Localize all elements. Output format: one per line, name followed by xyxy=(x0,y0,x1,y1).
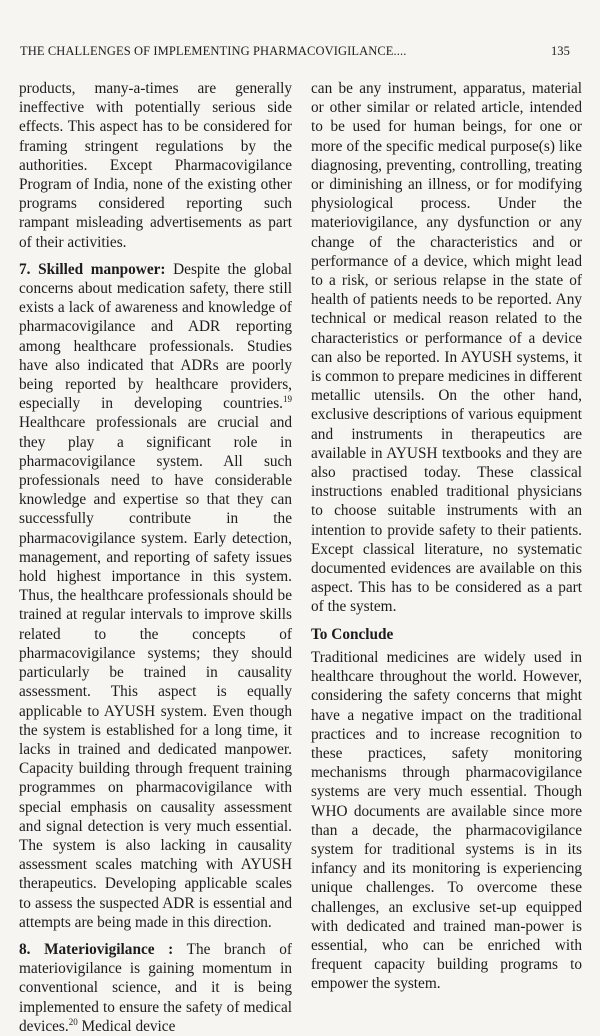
paragraph-medical-device xyxy=(311,79,582,617)
running-title: THE CHALLENGES OF IMPLEMENTING PHARMACOVIGILANCE.... xyxy=(20,44,407,58)
right-column xyxy=(311,79,582,994)
paragraph-skilled-manpower xyxy=(19,260,292,932)
running-header xyxy=(20,44,570,66)
paragraph-text: Medical device xyxy=(77,1017,176,1035)
section-heading-conclusion: To Conclude xyxy=(311,625,394,643)
paragraph-text: Healthcare professionals are crucial and they play a significant role in pharmacovigilance system. All such professionals need to have considerable knowledge and expertise so that they can successfully contribute in the pharmacovigilance system. Early detection, management, and reporting of safety issues hold highest importance in this system. Thus, the healthcare professionals should be trained at regular intervals to improve skills related to the concepts of pharmacovigilance systems; they should particularly be trained in causality assessment. This aspect is equally applicable to AYUSH system. Even though the system is established for a long time, it lacks in trained and dedicated manpower. Capacity building through frequent training programmes on pharmacovigilance with special emphasis on causality assessment and signal detection is very much essential. The system is also lacking in causality assessment scales matching with AYUSH therapeutics. Developing applicable scales to assess the suspected ADR is essential and attempts are being made in this direction. xyxy=(19,414,292,931)
paragraph-conclusion xyxy=(311,648,582,994)
paragraph-text: products, many-a-times are generally ineffective with potentially serious side effects. This aspect has to be considered for framing stringent regulations by the authorities. Except Pharmacovigilance Program of India, none of the existing other programs considered reporting such rampant misleading advertisements as part of their activities. xyxy=(19,80,292,251)
subheading-materiovigilance: 8. Materiovigilance : xyxy=(19,940,174,958)
subheading-skilled-manpower: 7. Skilled manpower: xyxy=(19,260,166,278)
page-number: 135 xyxy=(550,44,570,58)
paragraph-text: Traditional medicines are widely used in healthcare throughout the world. However, considering the safety concerns that might have a negative impact on the traditional practices and to increase recognition to these practices, safety monitoring mechanisms through pharmacovigilance systems are very much essential. Though WHO documents are available since more than a decade, the pharmacovigilance system for traditional systems is in its infancy and its monitoring is experiencing unique challenges. To overcome these challenges, an exclusive set-up equipped with dedicated and trained man-power is essential, who can be enriched with frequent capacity building programs to empower the system. xyxy=(311,648,582,993)
paragraph-text: can be any instrument, apparatus, material or other similar or related article, intended to be used for human beings, for one or more of the specific medical purpose(s) like diagnosing, preventing, controlling, treating or diminishing an illness, or for modifying physiological process. Under the materiovigilance, any dysfunction or any change of the characteristics and or performance of a device, which might lead to a risk, or serious relapse in the state of health of patients needs to be reported. Any technical or medical reason related to the characteristics or performance of a device can also be reported. In AYUSH systems, it is common to prepare medicines in different metallic utensils. On the other hand, exclusive descriptions of various equipment and instruments in therapeutics are available in AYUSH textbooks and they are also practised today. These classical instructions enabled traditional physicians to choose suitable instruments with an intention to provide safety to their patients. Except classical literature, no systematic documented evidences are available on this aspect. This has to be considered as a part of the system. xyxy=(311,80,582,616)
paragraph-text: The branch of materiovigilance is gaining momentum in conventional science, and it is being implemented to ensure the safety of medical devices. xyxy=(19,940,293,1035)
reference-superscript: 20 xyxy=(68,1016,78,1027)
reference-superscript: 19 xyxy=(283,394,292,405)
paragraph-misleading-ads xyxy=(19,79,292,252)
left-column xyxy=(19,79,292,1036)
paragraph-materiovigilance xyxy=(19,940,292,1036)
paragraph-text: Despite the global concerns about medication safety, there still exists a lack of awareness and knowledge of pharmacovigilance and ADR reporting among healthcare professionals. Studies have also indicated that ADRs are poorly being reported by healthcare providers, especially in developing countries. xyxy=(19,260,292,413)
